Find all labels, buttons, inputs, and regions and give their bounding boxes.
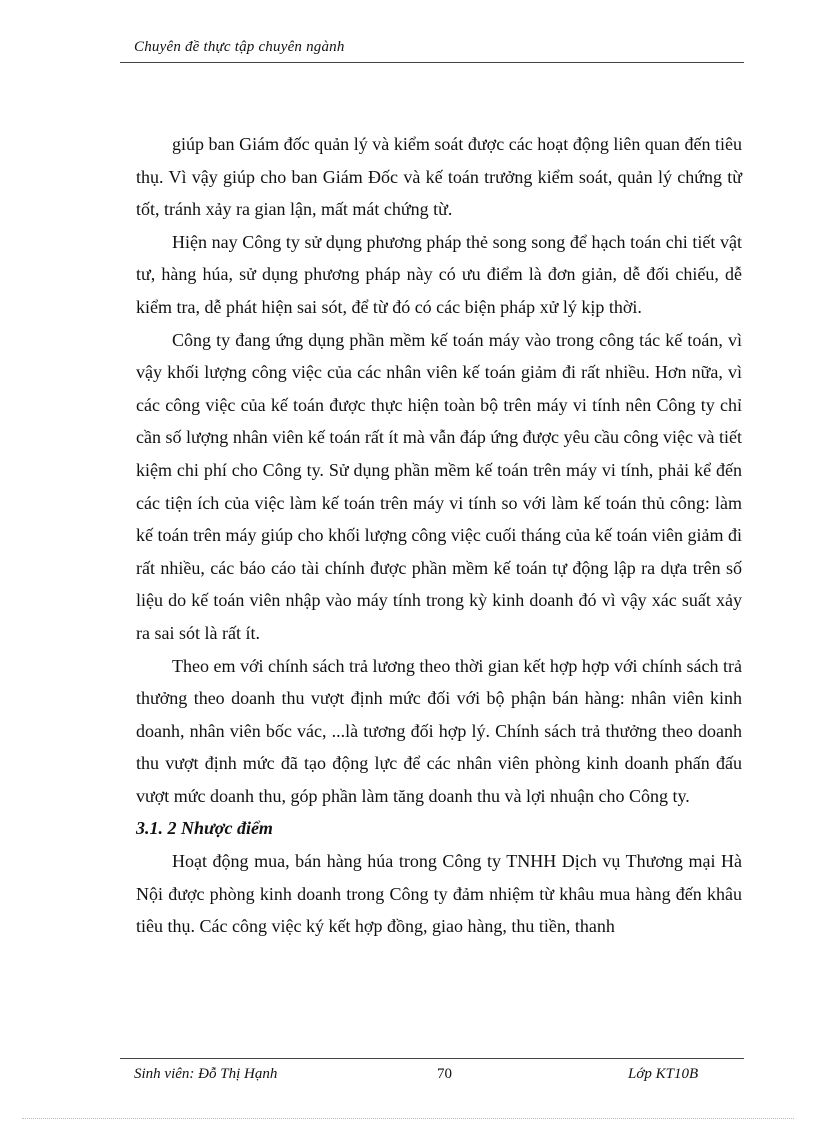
paragraph-software: Công ty đang ứng dụng phần mềm kế toán máy vào trong công tác kế toán, vì vậy khối lượng công việc của các nhân viên kế toán giảm đi rất nhiều. Hơn nữa, vì các công việc của kế toán được thực hiện toàn bộ trên máy vi tính nên Công ty chỉ cần số lượng nhân viên kế toán rất ít mà vẫn đáp ứng được yêu cầu công việc và tiết kiệm chi phí cho Công ty. Sử dụng phần mềm kế toán trên máy vi tính, phải kể đến các tiện ích của việc làm kế toán trên máy vi tính so với làm kế toán thủ công: làm kế toán trên máy giúp cho khối lượng công việc cuối tháng của kế toán viên giảm đi rất nhiều, các báo cáo tài chính được phần mềm kế toán tự động lập ra dựa trên số liệu do kế toán viên nhập vào máy tính trong kỳ kinh doanh đó vì vậy xác suất xảy ra sai sót là rất ít. xyxy=(136,329,742,643)
section-heading: 3.1. 2 Nhược điểm xyxy=(136,818,273,839)
paragraph-salary-policy: Theo em với chính sách trả lương theo thời gian kết hợp hợp với chính sách trả thưởng theo doanh thu vượt định mức đối với bộ phận bán hàng: nhân viên kinh doanh, nhân viên bốc vác, ...là tương đối hợp lý. Chính sách trả thưởng theo doanh thu vượt định mức đã tạo động lực để các nhân viên phòng kinh doanh phấn đấu vượt mức doanh thu, góp phần làm tăng doanh thu và lợi nhuận cho Công ty. xyxy=(136,655,742,806)
footer-rule xyxy=(120,1058,744,1059)
running-header: Chuyên đề thực tập chuyên ngành xyxy=(134,39,345,55)
body-text xyxy=(136,128,742,943)
page-edge-divider xyxy=(22,1118,794,1119)
footer-class: Lớp KT10B xyxy=(628,1066,699,1082)
page-number: 70 xyxy=(437,1066,452,1082)
header-rule xyxy=(120,62,744,63)
paragraph-continuation: giúp ban Giám đốc quản lý và kiểm soát được các hoạt động liên quan đến tiêu thụ. Vì vậy giúp cho ban Giám Đốc và kế toán trưởng kiểm soát, quản lý chứng từ tốt, tránh xảy ra gian lận, mất mát chứng từ. xyxy=(136,134,742,220)
paragraph-accounting-method: Hiện nay Công ty sử dụng phương pháp thẻ song song để hạch toán chi tiết vật tư, hàng húa, sử dụng phương pháp này có ưu điểm là đơn giản, dễ đối chiếu, dễ kiểm tra, dễ phát hiện sai sót, để từ đó có các biện pháp xử lý kịp thời. xyxy=(136,231,742,317)
footer-student: Sinh viên: Đỗ Thị Hạnh xyxy=(134,1066,278,1082)
paragraph-weakness: Hoạt động mua, bán hàng húa trong Công ty TNHH Dịch vụ Thương mại Hà Nội được phòng kinh doanh trong Công ty đảm nhiệm từ khâu mua hàng đến khâu tiêu thụ. Các công việc ký kết hợp đồng, giao hàng, thu tiền, thanh xyxy=(136,851,742,937)
